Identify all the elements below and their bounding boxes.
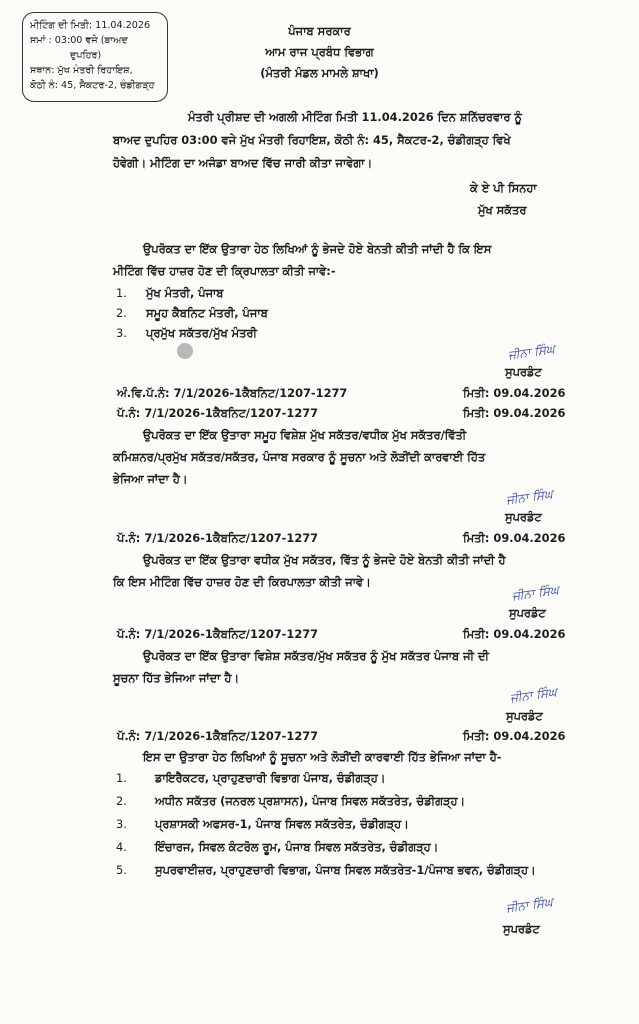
- section3-line-1: ਉਪਰੋਕਤ ਦਾ ਇੱਕ ਉਤਾਰਾ ਵਧੀਕ ਮੁੱਖ ਸਕੱਤਰ, ਵਿੱਤ ਨੂੰ ਭੇਜਦੇ ਹੋਏ ਬੇਨਤੀ ਕੀਤੀ ਜਾਂਦੀ ਹੈ: [143, 553, 506, 567]
- reference-number: ਪੱ.ਨੰ: 7/1/2026-1ਕੈਬਨਿਟ/1207-1277: [117, 531, 319, 545]
- reference-number: ਪੱ.ਨੰ: 7/1/2026-1ਕੈਬਨਿਟ/1207-1277: [117, 406, 319, 420]
- intro-line-2: ਬਾਅਦ ਦੁਪਹਿਰ 03:00 ਵਜੇ ਮੁੱਖ ਮੰਤਰੀ ਰਿਹਾਇਸ਼, ਕੋਠੀ ਨੰ: 45, ਸੈਕਟਰ-2, ਚੰਡੀਗੜ੍ਹ ਵਿਖੇ: [113, 133, 511, 147]
- section5-item-num: 1.: [116, 771, 127, 785]
- section1-line-2: ਮੀਟਿੰਗ ਵਿੱਚ ਹਾਜ਼ਰ ਹੋਣ ਦੀ ਕ੍ਰਿਪਾਲਤਾ ਕੀਤੀ ਜਾਵੇ:-: [113, 264, 336, 278]
- signature-image: ਜੀਨਾ ਸਿੰਘ: [505, 894, 554, 916]
- reference-date: ਮਿਤੀ: 09.04.2026: [463, 531, 566, 545]
- section5-item: ਸੁਪਰਵਾਈਜ਼ਰ, ਪ੍ਰਾਹੁਣਚਾਰੀ ਵਿਭਾਗ, ਪੰਜਾਬ ਸਿਵਲ ਸਕੱਤਰੇਤ-1/ਪੰਜਾਬ ਭਵਨ, ਚੰਡੀਗੜ੍ਹ।: [155, 863, 536, 877]
- meeting-time-cont: ਦੁਪਹਿਰ): [70, 50, 102, 61]
- section1-item: ਮੁੱਖ ਮੰਤਰੀ, ਪੰਜਾਬ: [146, 286, 224, 300]
- meeting-date: ਮੀਟਿੰਗ ਦੀ ਮਿਤੀ: 11.04.2026: [30, 20, 151, 31]
- superintendent-title: ਸੁਪਰਡੰਟ: [503, 922, 540, 936]
- section4-line-1: ਉਪਰੋਕਤ ਦਾ ਇੱਕ ਉਤਾਰਾ ਵਿਸ਼ੇਸ਼ ਸਕੱਤਰ/ਮੁੱਖ ਸਕੱਤਰ ਨੂੰ ਮੁੱਖ ਸਕੱਤਰ ਪੰਜਾਬ ਜੀ ਦੀ: [143, 649, 489, 663]
- meeting-venue: ਸਥਾਨ: ਮੁੱਖ ਮੰਤਰੀ ਰਿਹਾਇਸ਼,: [30, 65, 133, 76]
- signature-image: ਜੀਨਾ ਸਿੰਘ: [509, 684, 558, 706]
- reference-date: ਮਿਤੀ: 09.04.2026: [463, 386, 566, 400]
- section1-item-num: 3.: [116, 326, 127, 340]
- meeting-time: ਸਮਾਂ : 03:00 ਵਜੇ (ਬਾਅਦ: [30, 35, 128, 46]
- section4-line-2: ਸੂਚਨਾ ਹਿੱਤ ਭੇਜਿਆ ਜਾਂਦਾ ਹੈ।: [113, 671, 240, 685]
- section5-item: ਇੰਚਾਰਜ, ਸਿਵਲ ਕੰਟਰੋਲ ਰੂਮ, ਪੰਜਾਬ ਸਿਵਲ ਸਕੱਤਰੇਤ, ਚੰਡੀਗੜ੍ਹ।: [155, 840, 439, 854]
- superintendent-title: ਸੁਪਰਡੰਟ: [505, 510, 542, 524]
- superintendent-title: ਸੁਪਰਡੰਟ: [506, 709, 543, 723]
- section5-item-num: 4.: [116, 840, 127, 854]
- reference-number: ਅੰ.ਵਿ.ਪੱ.ਨੰ: 7/1/2026-1ਕੈਬਨਿਟ/1207-1277: [117, 386, 348, 400]
- header-department: ਆਮ ਰਾਜ ਪ੍ਰਬੰਧ ਵਿਭਾਗ: [265, 45, 374, 59]
- reference-number: ਪੱ.ਨੰ: 7/1/2026-1ਕੈਬਨਿਟ/1207-1277: [117, 729, 319, 743]
- section2-line-1: ਉਪਰੋਕਤ ਦਾ ਇੱਕ ਉਤਾਰਾ ਸਮੂਹ ਵਿਸ਼ੇਸ਼ ਮੁੱਖ ਸਕੱਤਰ/ਵਧੀਕ ਮੁੱਖ ਸਕੱਤਰ/ਵਿੱਤੀ: [143, 428, 467, 442]
- header-branch: (ਮੰਤਰੀ ਮੰਡਲ ਮਾਮਲੇ ਸ਼ਾਖਾ): [260, 66, 379, 80]
- section2-line-3: ਭੇਜਿਆ ਜਾਂਦਾ ਹੈ।: [113, 472, 188, 486]
- section2-line-2: ਕਮਿਸ਼ਨਰ/ਪ੍ਰਮੁੱਖ ਸਕੱਤਰ/ਸਕੱਤਰ, ਪੰਜਾਬ ਸਰਕਾਰ ਨੂੰ ਸੂਚਨਾ ਅਤੇ ਲੋੜੀਂਦੀ ਕਾਰਵਾਈ ਹਿੱਤ: [113, 450, 486, 464]
- section1-item: ਪ੍ਰਮੁੱਖ ਸਕੱਤਰ/ਮੁੱਖ ਮੰਤਰੀ: [146, 326, 257, 340]
- section5-item-num: 2.: [116, 794, 127, 808]
- section5-item: ਡਾਇਰੈਕਟਰ, ਪ੍ਰਾਹੁਣਚਾਰੀ ਵਿਭਾਗ ਪੰਜਾਬ, ਚੰਡੀਗੜ੍ਹ।: [155, 771, 386, 785]
- scan-smudge: [177, 343, 193, 359]
- section1-item-num: 1.: [116, 286, 127, 300]
- section1-item: ਸਮੂਹ ਕੈਬਨਿਟ ਮੰਤਰੀ, ਪੰਜਾਬ: [146, 306, 268, 320]
- section5-item: ਪ੍ਰਸ਼ਾਸਕੀ ਅਫਸਰ-1, ਪੰਜਾਬ ਸਿਵਲ ਸਕੱਤਰੇਤ, ਚੰਡੀਗੜ੍ਹ।: [155, 817, 409, 831]
- section5-line-1: ਇਸ ਦਾ ਉਤਾਰਾ ਹੇਠ ਲਿਖਿਆਂ ਨੂੰ ਸੂਚਨਾ ਅਤੇ ਲੋੜੀਂਦੀ ਕਾਰਵਾਈ ਹਿੱਤ ਭੇਜਿਆ ਜਾਂਦਾ ਹੈ-: [143, 750, 502, 764]
- intro-line-3: ਹੋਵੇਗੀ। ਮੀਟਿੰਗ ਦਾ ਅਜੰਡਾ ਬਾਅਦ ਵਿੱਚ ਜਾਰੀ ਕੀਤਾ ਜਾਵੇਗਾ।: [113, 156, 373, 170]
- superintendent-title: ਸੁਪਰਡੰਟ: [509, 606, 546, 620]
- section3-line-2: ਕਿ ਇਸ ਮੀਟਿੰਗ ਵਿੱਚ ਹਾਜ਼ਰ ਹੋਣ ਦੀ ਕਿਰਪਾਲਤਾ ਕੀਤੀ ਜਾਵੇ।: [113, 575, 371, 589]
- signer-name: ਕੇ ਏ ਪੀ ਸਿਨਹਾ: [470, 181, 537, 195]
- section1-line-1: ਉਪਰੋਕਤ ਦਾ ਇੱਕ ਉਤਾਰਾ ਹੇਠ ਲਿਖਿਆਂ ਨੂੰ ਭੇਜਦੇ ਹੋਏ ਬੇਨਤੀ ਕੀਤੀ ਜਾਂਦੀ ਹੈ ਕਿ ਇਸ: [143, 242, 492, 256]
- reference-date: ਮਿਤੀ: 09.04.2026: [463, 729, 566, 743]
- meeting-venue-cont: ਕੋਠੀ ਨੰ: 45, ਸੈਕਟਰ-2, ਚੰਡੀਗੜ੍ਹ: [30, 80, 155, 91]
- superintendent-title: ਸੁਪਰਡੰਟ: [505, 365, 542, 379]
- signature-image: ਜੀਨਾ ਸਿੰਘ: [511, 582, 560, 604]
- section1-item-num: 2.: [116, 306, 127, 320]
- header-government: ਪੰਜਾਬ ਸਰਕਾਰ: [288, 24, 351, 38]
- signature-image: ਜੀਨਾ ਸਿੰਘ: [507, 341, 556, 363]
- reference-date: ਮਿਤੀ: 09.04.2026: [463, 627, 566, 641]
- reference-date: ਮਿਤੀ: 09.04.2026: [463, 406, 566, 420]
- reference-number: ਪੱ.ਨੰ: 7/1/2026-1ਕੈਬਨਿਟ/1207-1277: [117, 627, 319, 641]
- section5-item: ਅਧੀਨ ਸਕੱਤਰ (ਜਨਰਲ ਪ੍ਰਸ਼ਾਸਨ), ਪੰਜਾਬ ਸਿਵਲ ਸਕੱਤਰੇਤ, ਚੰਡੀਗੜ੍ਹ।: [155, 794, 466, 808]
- section5-item-num: 3.: [116, 817, 127, 831]
- signature-image: ਜੀਨਾ ਸਿੰਘ: [505, 486, 554, 508]
- intro-line-1: ਮੰਤਰੀ ਪ੍ਰੀਸ਼ਦ ਦੀ ਅਗਲੀ ਮੀਟਿੰਗ ਮਿਤੀ 11.04.2026 ਦਿਨ ਸ਼ਨਿੱਚਰਵਾਰ ਨੂੰ: [188, 110, 522, 124]
- signer-title: ਮੁੱਖ ਸਕੱਤਰ: [478, 203, 527, 217]
- section5-item-num: 5.: [116, 863, 127, 877]
